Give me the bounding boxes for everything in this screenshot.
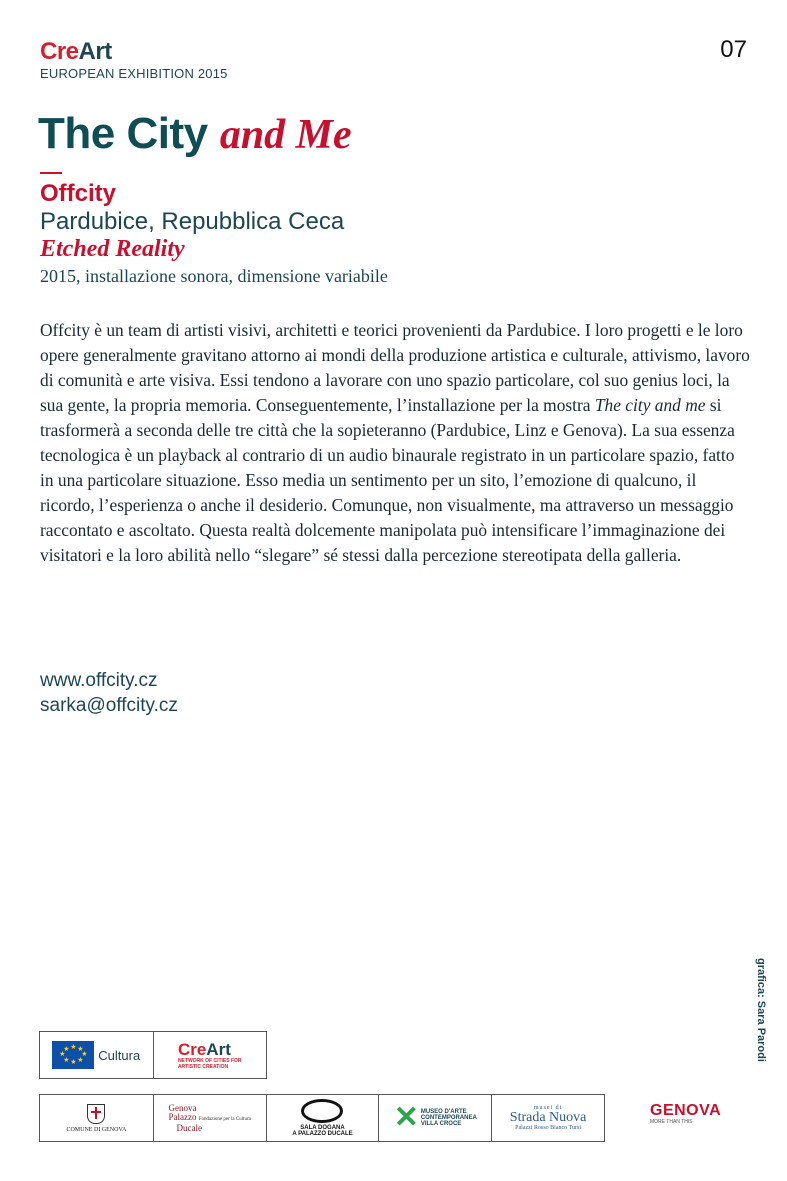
sala-dogana-mark-icon: [301, 1099, 343, 1123]
sponsor-logos-bottom: [39, 1094, 605, 1142]
strada-nuova-logo: [491, 1095, 604, 1141]
genova-more-than-this-logo: [650, 1103, 721, 1125]
description: [40, 318, 752, 568]
website-link[interactable]: www.offcity.cz: [40, 670, 158, 691]
mini-brand-art: Art: [206, 1039, 231, 1059]
villa-croce-x-icon: ✕: [393, 1101, 419, 1134]
genova-wordmark: GENOVA: [650, 1102, 722, 1119]
contact-block: [40, 668, 178, 718]
genova-tagline: MORE THAN THIS: [650, 1119, 693, 1125]
exhibition-subtitle: EUROPEAN EXHIBITION 2015: [40, 66, 228, 81]
sala-dogana-logo: [266, 1095, 379, 1141]
description-italic: The city and me: [594, 395, 706, 415]
description-paragraph: [40, 318, 752, 568]
description-part-1: Offcity è un team di artisti visivi, architetti e teorici provenienti da Pardubice. I loro progetti e le loro opere generalmente gravitano attorno ai mondi della produzione artistica e culturale, attivismo, lavoro di comunità e arte visiva. Essi tendono a lavorare con uno spazio particolare, col suo genius loci, la sua gente, la propria memoria. Conseguentemente, l’installazione per la mostra: [40, 320, 750, 415]
email-link[interactable]: sarka@offcity.cz: [40, 695, 178, 716]
sala-dogana-line-2: A PALAZZO DUCALE: [292, 1131, 353, 1137]
eu-culture-logo: [40, 1032, 153, 1078]
design-credit: grafica: Sara Parodi: [755, 958, 767, 1062]
artist-location: Pardubice, Repubblica Ceca: [40, 208, 345, 235]
artist-name: Offcity: [40, 180, 117, 207]
description-part-2: si trasformerà a seconda delle tre città che la sopieteranno (Pardubice, Linz e Genova). La sua essenza tecnologica è un playback al contrario di un audio binaurale registrato in un particolare spazio, fatto in una particolare situazione. Esso media un sentimento per un sito, l’emozione di qualcuno, il ricordo, l’esperienza o anche il desiderio. Comunque, non visualmente, ma attraverso un messaggio raccontato e ascoltato. Questa realtà dolcemente manipolata può intensificare l’immaginazione dei visitatori e la loro abilità nello “slegare” sé stessi dalla percezione stereotipata della galleria.: [40, 395, 735, 565]
brand-cre: Cre: [40, 38, 79, 65]
brand-art: Art: [78, 38, 112, 65]
sala-dogana-line-1: SALA DOGANA: [300, 1125, 345, 1131]
sponsor-logos-top: [39, 1031, 267, 1079]
eu-culture-label: Cultura: [98, 1047, 141, 1063]
eu-flag-icon: ★ ★ ★ ★ ★ ★ ★ ★: [52, 1041, 94, 1069]
title-divider: [40, 172, 62, 174]
mini-brand-cre: Cre: [177, 1039, 207, 1059]
comune-genova-logo: [40, 1095, 153, 1141]
genova-crest-icon: [87, 1104, 105, 1124]
creart-tagline-1: NETWORK OF CITIES FOR: [177, 1057, 242, 1064]
villa-line-2: CONTEMPORANEA: [420, 1115, 477, 1121]
villa-line-1: MUSEO D'ARTE: [420, 1109, 467, 1115]
palazzo-ducale-logo: [153, 1095, 266, 1141]
strada-line-1: musei di: [533, 1105, 563, 1111]
title-part-1: The City: [38, 109, 208, 158]
work-title: Etched Reality: [40, 236, 185, 262]
ducale-fondazione: Fondazione per la Cultura: [198, 1116, 251, 1122]
page-title: [38, 108, 352, 161]
strada-line-2: Strada Nuova: [509, 1110, 587, 1125]
title-part-2: and Me: [219, 112, 352, 158]
creart-logo: [40, 40, 112, 64]
work-meta: 2015, installazione sonora, dimensione variabile: [40, 266, 388, 286]
villa-line-3: VILLA CROCE: [420, 1121, 462, 1127]
ducale-line-3: Ducale: [176, 1122, 203, 1133]
creart-tagline-2: ARTISTIC CREATION: [177, 1063, 229, 1070]
villa-croce-logo: [378, 1095, 491, 1141]
ducale-line-1: Genova: [168, 1102, 197, 1113]
page-number: 07: [720, 36, 747, 63]
creart-network-logo: [153, 1032, 267, 1078]
comune-label: COMUNE DI GENOVA: [66, 1126, 127, 1133]
strada-line-3: Palazzi Rosso Bianco Tursi: [515, 1125, 581, 1131]
ducale-line-2: Palazzo: [168, 1111, 197, 1122]
